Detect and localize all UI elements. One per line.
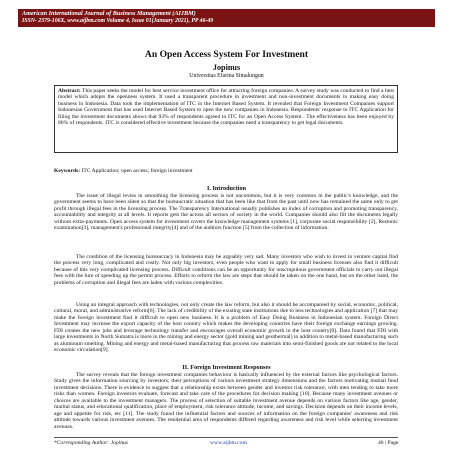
journal-name: American International Journal of Business Management (AIJBM) bbox=[22, 10, 196, 17]
journal-header-band bbox=[18, 9, 435, 27]
article-title: An Open Access System For Investment bbox=[144, 49, 309, 60]
journal-url-link[interactable]: www.aijbm.com bbox=[210, 440, 247, 446]
page-number: 46 | Page bbox=[378, 440, 399, 446]
keywords-text: ITC Application; open access; foreign investment bbox=[81, 168, 193, 174]
corresponding-author: *Corresponding Author: Jopinus bbox=[54, 440, 128, 446]
abstract-text: This paper seeks the model for best service investment office for attracting foreign companies. A survey study was conducted to find a best model which adopts the openness system. It used a transparent procedure in investment and non-investment documents in making easy doing business in Indonesia. Data took the implementation of ITC in the Internet Based System. It revealed that Foreign Investment Companies support Indonesian Government that has used Internet Based System to open the new companies in Indonesia. Respondents' response to ITC Application for filing the investment documents shows that 93% of respondents agreed to ITC for an Open Access System . The effectiveness has been enjoyed by 86% of respondents. ITC is considered effective investment because the companies need a transparency to get legal documents. bbox=[58, 88, 394, 127]
author-affiliation: Universitas Efarina Simalungun bbox=[189, 73, 264, 79]
article-author: Jopinus bbox=[212, 63, 241, 72]
footer-divider bbox=[54, 437, 398, 438]
paragraph-intro-1: The issue of illegal levies in smoothing the licensing process is not uncommon, but it is very common in the public's knowledge, and the government seems to have been silent so that the bureaucratic situation that has been like that from the past until now has remained the same only to get profit through illegal fees in the licensing process. The Transparency International usually publishes an index of corruption and promoting transparency, accountability and integrity at all levels. It reports gets the across all sectors of society in the world. Companies should also fill the documents legally without extra-payments. Open access system for investment covers the knowledge management systems [1], corporate social responsibility [2], Restonic examination[3], management's professional integrity[4] and of the auditors function [5] from the collection of information. bbox=[54, 193, 398, 232]
keywords-line bbox=[54, 168, 398, 174]
abstract-label: Abstract: bbox=[58, 88, 81, 94]
section-heading-foreign-investment-responses: II. Foreign Investment Responses bbox=[182, 364, 271, 371]
keywords-label: Keywords: bbox=[54, 168, 81, 174]
paragraph-intro-2: The condition of the licensing bureaucracy in Indonesia may be arguably very sad. Many investors who wish to invest in venture capital find the process very long, complicated and costly. Not only big investors, even people who want to apply for small business licenses also find it difficult because of this very complicated licensing process. Difficult conditions can be an opportunity for unscrupulous government officials to carry out illegal fees with the lure of speeding up the permit process. Efforts to reform the law are steps that should be taken on the one hand, but on the other hand, the problems of corruption and illegal fees are laden with various complexities. bbox=[54, 254, 398, 286]
abstract-box bbox=[54, 85, 398, 153]
paragraph-intro-3: Using an integral approach with technologies, not only create the law reform, but also it should be accompanied by social, economic, political, cultural, moral, and administrative reform[6]. The lack of credibility of the existing state institutions due to less technologies and application [7] that may make the foreign investment find it difficult to open new business. It is a problem of Easy Doing Business in Indonesian system. Foreign Direct Investment may increase the export capacity of the host country which makes the developing countries have their foreign exchange earnings growing. FDI creates the new jobs and leverage technology transfer and encourages overall economic growth in the host country[8]. Data found that FDI with large investments in North Sumatra is more in the mining and energy sector (gold mining and geothermal) in addition to metal-based manufacturing such as aluminum smelting. Mining and energy and metal-based manufacturing that process raw materials into semi-finished goods are not related to the local economic circulation[9]. bbox=[54, 302, 398, 354]
paragraph-responses-1: The survey reveals that the foreign investment companies behaviour is basically influenced by the external factors like psychological factors. Study gives the information sourcing by investors; their perceptions of various investment strategy dimensions and the factors motivating mutual fund investment decisions. There is evidence to suggest that a relationship exists between gender and investor risk tolerance, with men tending to take more risks than women. Foreign investors evaluate, forecast and take care of the procedures for decision making [10]. Because many investment avenues or choices are available to the investment managers. The process of selection of suitable investment avenue depends on various factors like age, gender, marital status, and educational qualification, place of employment, risk tolerance attitude, income, and savings. Decision depends on their income levels, age and appetite for risk, etc [11]. The study found the influential factors and sources of information on the foreign companies' awareness and risk attitude towards various investment avenues. The residential area of respondents differed regarding awareness and risk level while selecting investment avenues. bbox=[54, 372, 398, 430]
journal-issn-line: ISSN- 2379-106X, www.aijbm.com Volume 4, Issue 01(January 2021), PP 46-49 bbox=[22, 18, 214, 24]
section-heading-introduction: I. Introduction bbox=[206, 185, 247, 192]
